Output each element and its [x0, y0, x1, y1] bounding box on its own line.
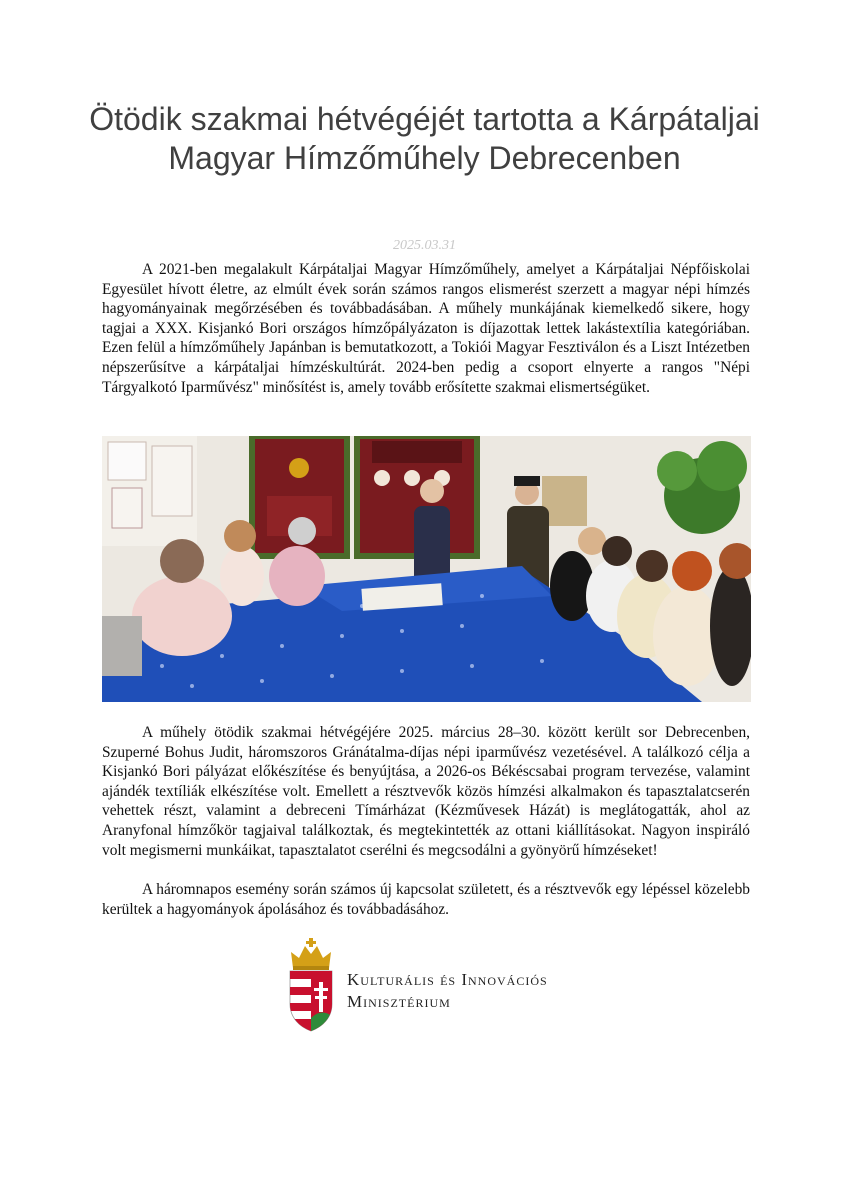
- workshop-photo-illustration: [102, 436, 751, 702]
- workshop-photo: [102, 436, 751, 702]
- ministry-name: [347, 969, 548, 1013]
- paragraph-intro: A 2021-ben megalakult Kárpátaljai Magyar Hímzőműhely, amelyet a Kárpátaljai Népfőiskolai Egyesület hívott életre, az elmúlt évek során számos rangos elismerést szerzett a magyar népi hímzés hagyományainak megőrzésében és továbbadásában. A műhely munkájának kiemelkedő sikere, hogy tagjai a XXX. Kisjankó Bori országos hímzőpályázaton is díjazottak lettek lakástextília kategóriában. Ezen felül a hímzőműhely Japánban is bemutatkozott, a Tokiói Magyar Fesztiválon és a Liszt Intézetben népszerűsítve a kárpátaljai hímzéskultúrát. 2024-ben pedig a csoport elnyerte a rangos "Népi Tárgyalkotó Iparművész" minősítést is, amely tovább erősítette szakmai elismertségüket.: [102, 261, 750, 396]
- paragraph-event: A műhely ötödik szakmai hétvégéjére 2025. március 28–30. között került sor Debrecenben, Szuperné Bohus Judit, háromszoros Gránátalma-díjas népi iparművész vezetésével. A találkozó célja a Kisjankó Bori pályázat előkészítése és benyújtása, a 2026-os Békéscsabai program tervezése, valamint ajándék textíliák elkészítése volt. Emellett a résztvevők közös hímzési alkalmakon és tapasztalatcserén vehettek részt, valamint a debreceni Tímárházat (Kézművesek Házát) is meglátogatták, ahol az Aranyfonal hímzőkör tagjaival találkoztak, és megtekintették az ottani kiállításokat. Nagyon inspiráló volt megismerni munkáikat, tapasztalatot cserélni és megcsodálni a gyönyörű hímzéseket!: [102, 724, 750, 859]
- article-title: Ötödik szakmai hétvégéjét tartotta a Kárpátaljai Magyar Hímzőműhely Debrecenben: [89, 101, 760, 176]
- coat-of-arms-icon: [287, 938, 335, 1033]
- ministry-name-line-1: Kulturális és Innovációs: [347, 970, 548, 989]
- article-date: 2025.03.31: [393, 238, 456, 253]
- paragraph-closing: A háromnapos esemény során számos új kapcsolat született, és a résztvevők egy lépéssel közelebb kerültek a hagyományok ápolásához és továbbadásához.: [102, 881, 750, 918]
- ministry-name-line-2: Minisztérium: [347, 992, 451, 1011]
- ministry-logo: [287, 938, 617, 1033]
